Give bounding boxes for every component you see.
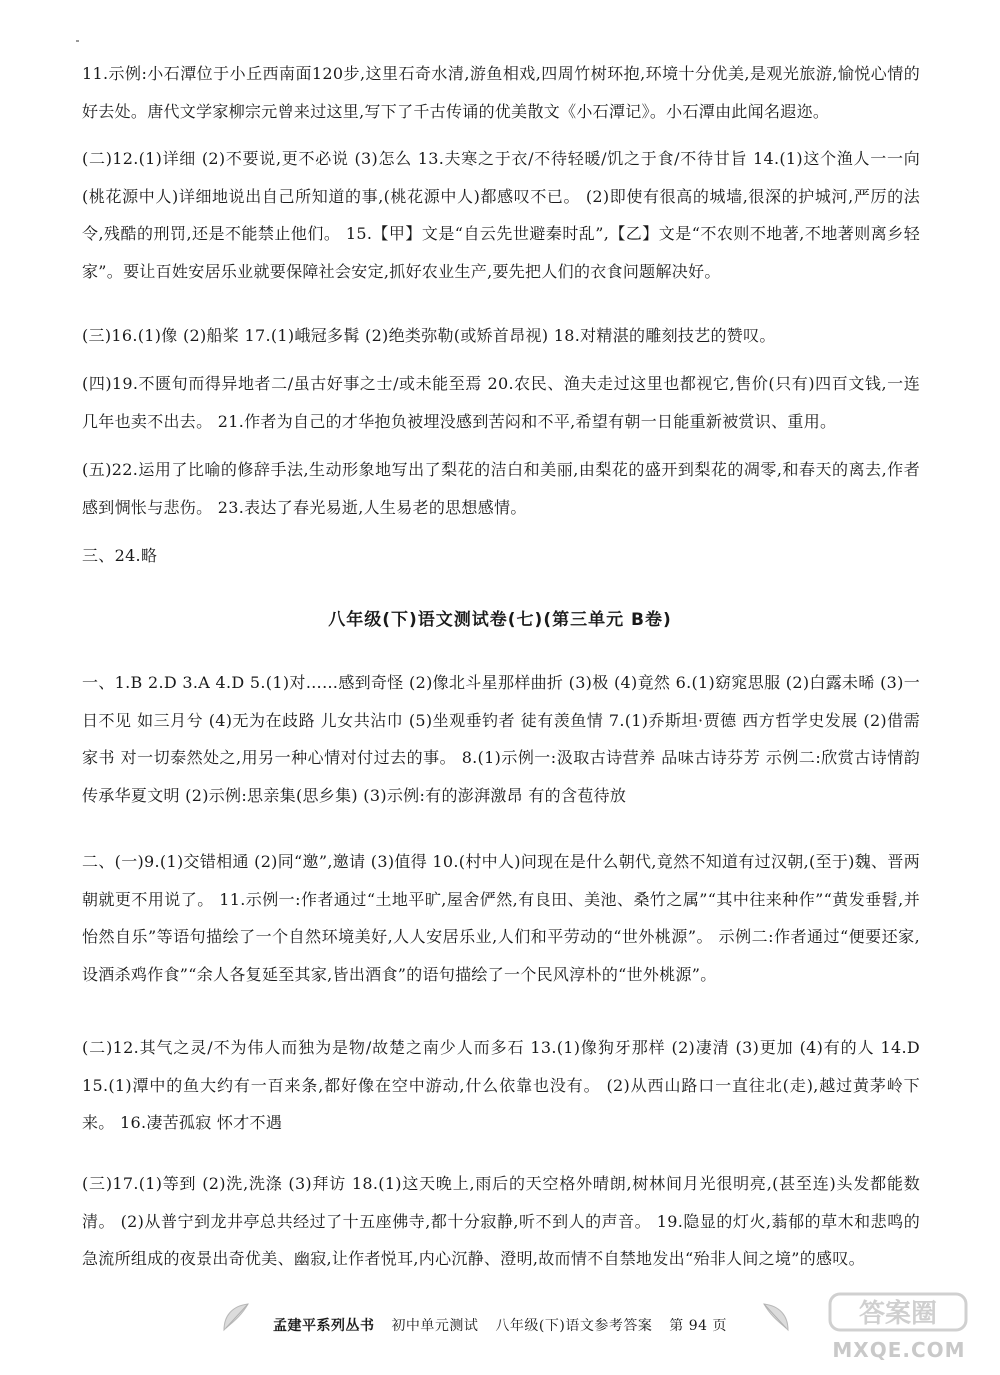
- watermark-logo-text: 答案圈: [858, 1299, 938, 1329]
- answer-section-two-1: 二、(一)9.(1)交错相通 (2)同“邀”,邀请 (3)值得 10.(村中人)问现在是什么朝代,竟然不知道有过汉朝,(至于)魏、晋两朝就更不用说了。 11.示例一:作者通过“土地平旷,屋舍俨然,有良田、美池、桑竹之属”“其中往来种作”“黄发垂髫,并怡然自乐”等语句描绘了一个自然环境美好,人人安居乐业,人们和平劳动的“世外桃源”。 示例二:作者通过“便要还家,设酒杀鸡作食”“余人各复延至其家,皆出酒食”的语句描绘了一个民风淳朴的“世外桃源”。: [82, 852, 920, 984]
- watermark-logo-icon: [828, 1290, 968, 1334]
- scan-speck: [76, 40, 79, 42]
- answer-section-two-2: (二)12.其气之灵/不为伟人而独为是物/故楚之南少人而多石 13.(1)像狗牙那样 (2)凄清 (3)更加 (4)有的人 14.D 15.(1)潭中的鱼大约有一百来条,都好像在空中游动,什么依靠也没有。 (2)从西山路口一直往北(走),越过黄茅岭下来。 16.凄苦孤寂 怀才不遇: [82, 1038, 920, 1132]
- watermark: [808, 1290, 990, 1370]
- footer-subject: 八年级(下)语文参考答案: [495, 1318, 653, 1334]
- answer-part-5: (五)22.运用了比喻的修辞手法,生动形象地写出了梨花的洁白和美丽,由梨花的盛开到梨花的凋零,和春天的离去,作者感到惆怅与悲伤。 23.表达了春光易逝,人生易老的思想感情。: [82, 460, 920, 517]
- footer-brand: 孟建平系列丛书: [272, 1318, 375, 1334]
- answer-part-2: (二)12.(1)详细 (2)不要说,更不必说 (3)怎么 13.夫寒之于衣/不待轻暖/饥之于食/不待甘旨 14.(1)这个渔人一一向(桃花源中人)详细地说出自己所知道的事,(桃花源中人)都感叹不已。 (2)即使有很高的城墙,很深的护城河,严厉的法令,残酷的刑罚,还是不能禁止他们。 15.【甲】文是“自云先世避秦时乱”,【乙】文是“不农则不地著,不地著则离乡轻家”。要让百姓安居乐业就要保障社会安定,抓好农业生产,要先把人们的衣食问题解决好。: [82, 149, 920, 281]
- answer-part-three: 三、24.略: [82, 546, 158, 565]
- page-number: 94: [688, 1318, 708, 1334]
- footer-series: 初中单元测试: [391, 1318, 479, 1334]
- footer-page-prefix: 第: [669, 1318, 684, 1334]
- footer-page-suffix: 页: [712, 1318, 728, 1334]
- answer-section-two-3: (三)17.(1)等到 (2)洗,洗涤 (3)拜访 18.(1)这天晚上,雨后的天空格外晴朗,树林间月光很明亮,(甚至连)头发都能数清。 (2)从普宁到龙井亭总共经过了十五座佛寺,都十分寂静,听不到人的声音。 19.隐显的灯火,蓊郁的草木和悲鸣的急流所组成的夜景出奇优美、幽寂,让作者悦耳,内心沉静、澄明,故而情不自禁地发出“殆非人间之境”的感叹。: [82, 1174, 920, 1268]
- watermark-site: MXQE.COM: [832, 1338, 966, 1362]
- answer-part-3: (三)16.(1)像 (2)船桨 17.(1)峨冠多髯 (2)绝类弥勒(或矫首昂视) 18.对精湛的雕刻技艺的赞叹。: [82, 326, 776, 345]
- answer-item-11: 11.示例:小石潭位于小丘西南面120步,这里石奇水清,游鱼相戏,四周竹树环抱,环境十分优美,是观光旅游,愉悦心情的好去处。唐代文学家柳宗元曾来过这里,写下了千古传诵的优美散文《小石潭记》。小石潭由此闻名遐迩。: [82, 64, 920, 121]
- right-leaf-ornament-icon: [760, 1300, 794, 1334]
- answer-part-4: (四)19.不匮旬而得异地者二/虽古好事之士/或未能至焉 20.农民、渔夫走过这里也都视它,售价(只有)四百文钱,一连几年也卖不出去。 21.作者为自己的才华抱负被埋没感到苦闷和不平,希望有朝一日能重新被赏识、重用。: [82, 374, 920, 431]
- answer-section-one: 一、1.B 2.D 3.A 4.D 5.(1)对……感到奇怪 (2)像北斗星那样曲折 (3)极 (4)竟然 6.(1)窈窕思服 (2)白露未晞 (3)一日不见 如三月兮 (4)无为在歧路 儿女共沾巾 (5)坐观垂钓者 徒有羡鱼情 7.(1)乔斯坦·贾德 西方哲学史发展 (2)借需家书 对一切泰然处之,用另一种心情对付过去的事。 8.(1)示例一:汲取古诗营养 品味古诗芬芳 示例二:欣赏古诗情韵 传承华夏文明 (2)示例:思亲集(思乡集) (3)示例:有的澎湃激昂 有的含苞待放: [82, 673, 920, 805]
- test-title: 八年级(下)语文测试卷(七)(第三单元 B卷): [328, 610, 672, 630]
